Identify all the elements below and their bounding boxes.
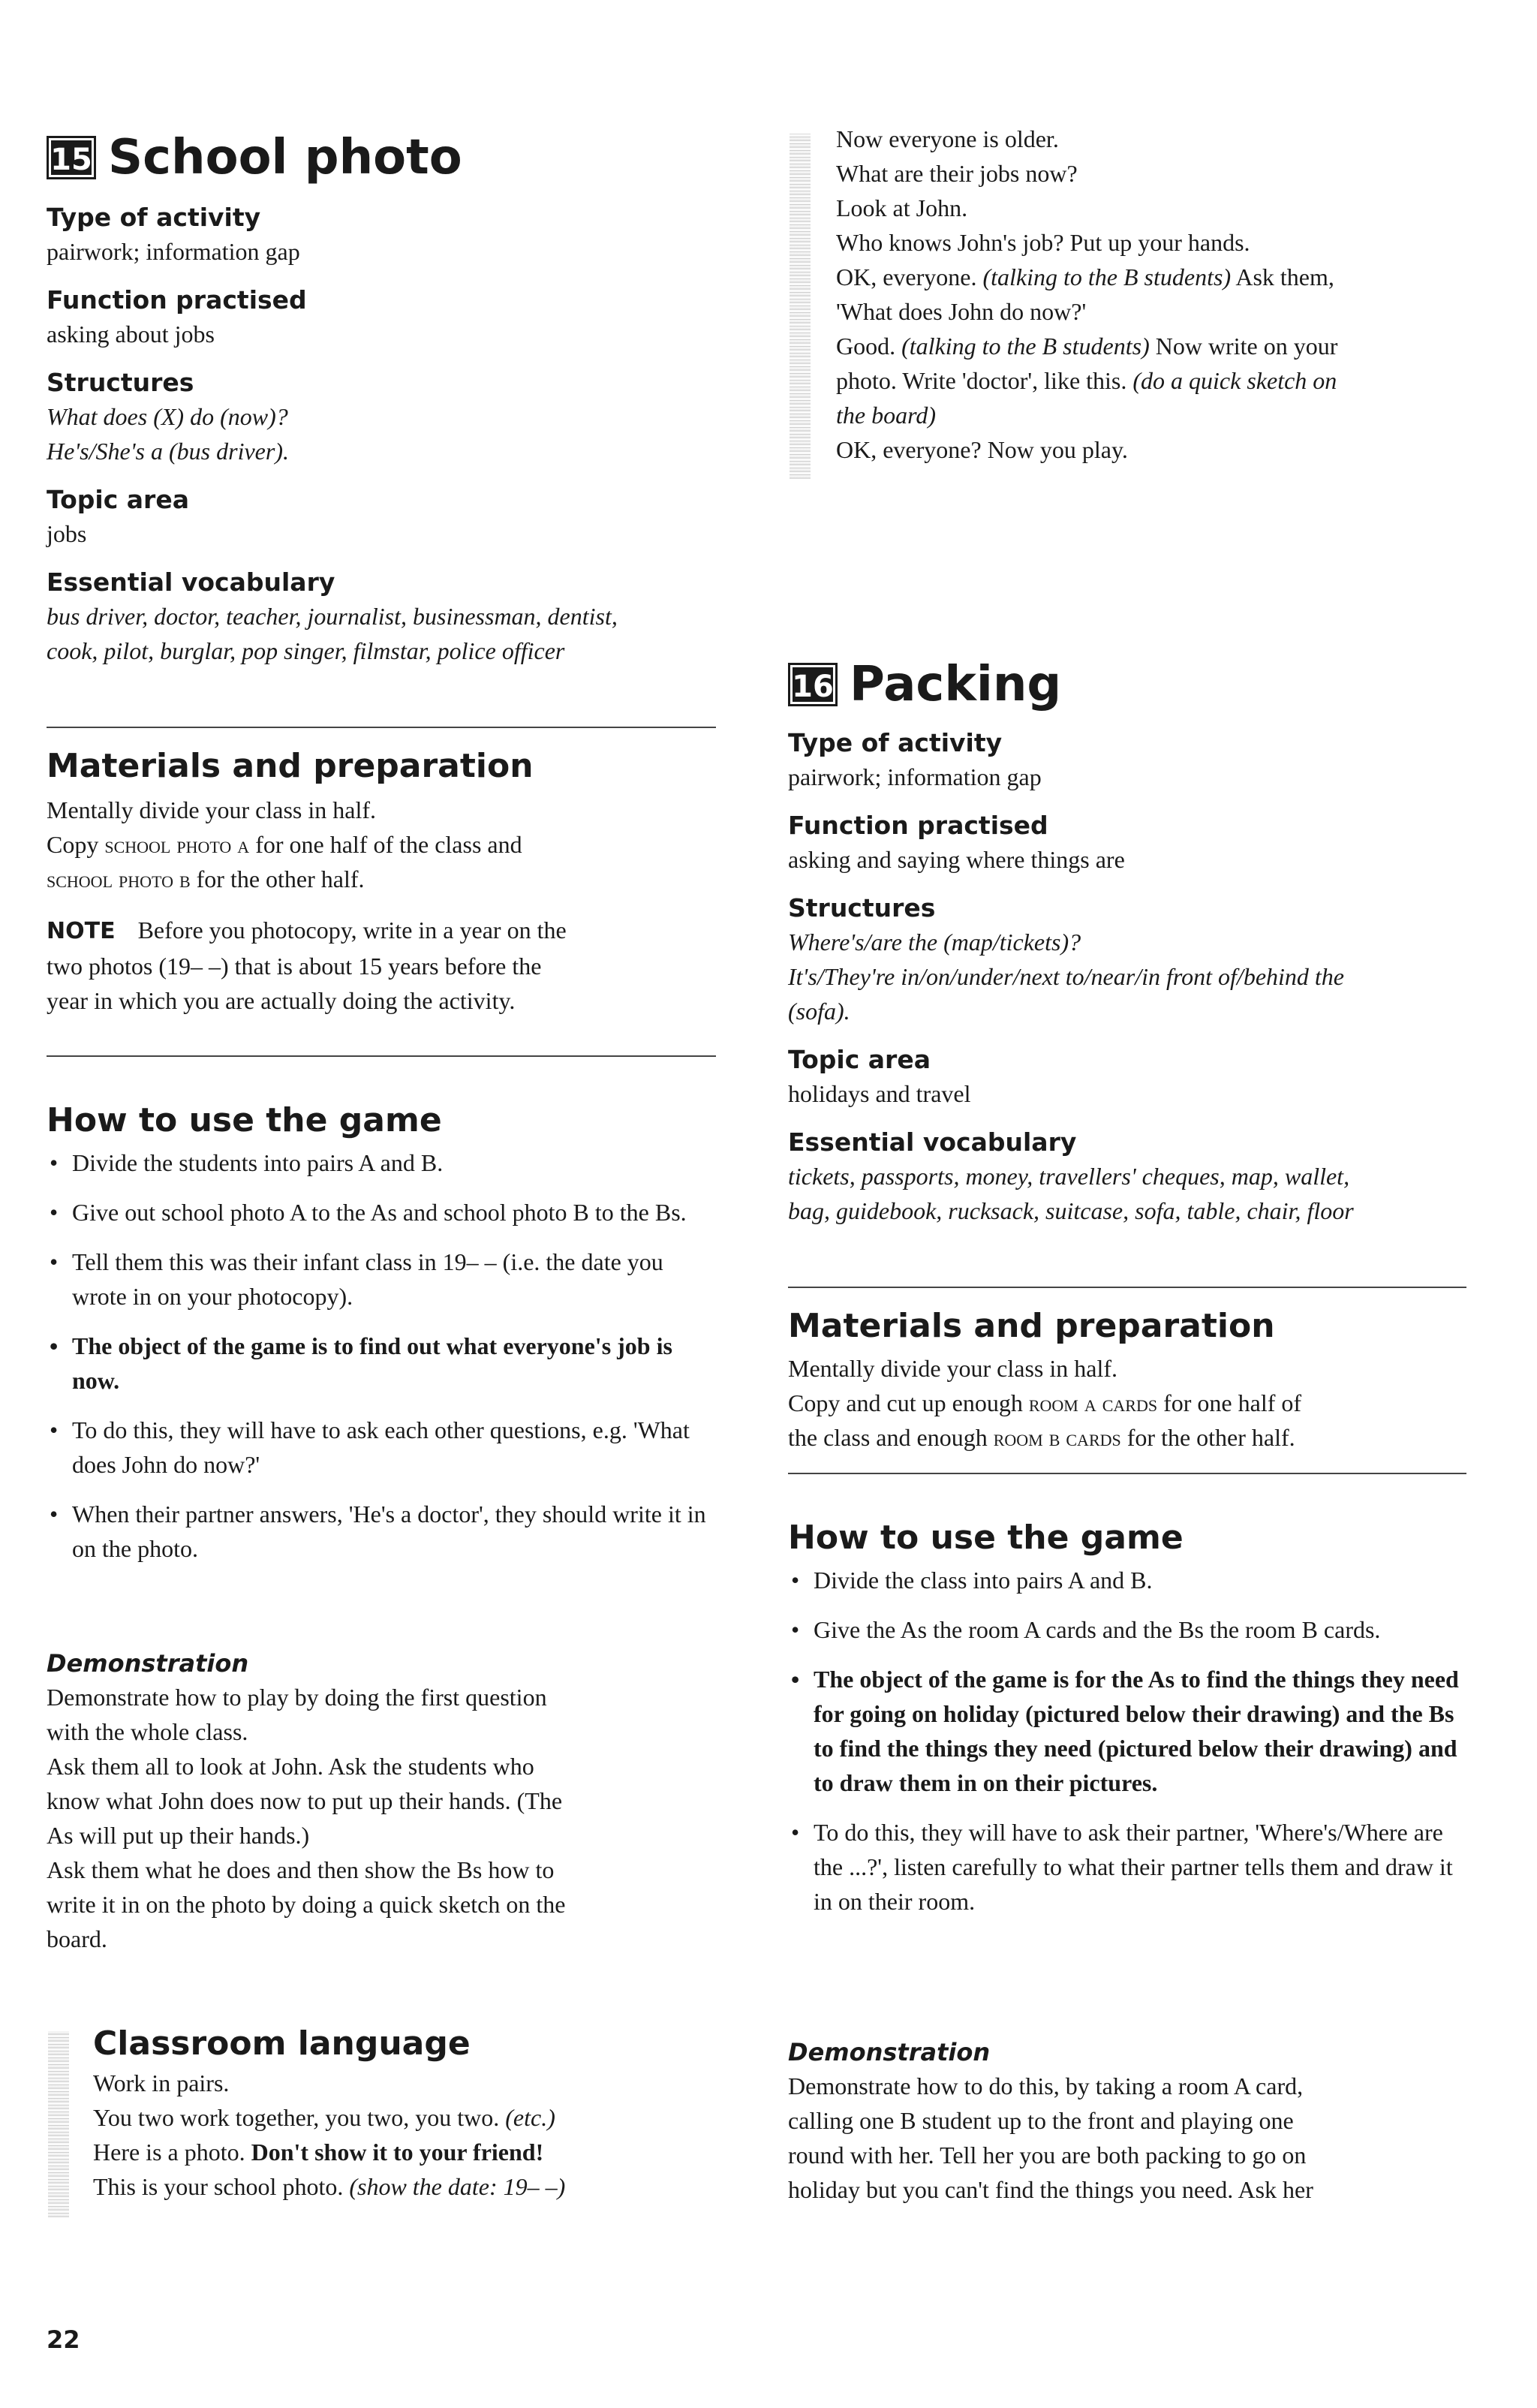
how-bullet-list	[788, 1563, 1463, 1919]
list-item: • Give the As the room A cards and the Bs the room B cards.	[788, 1612, 1463, 1647]
shaded-margin-bar	[48, 2031, 69, 2217]
continuation-line: OK, everyone. (talking to the B students) Ask them,	[836, 263, 1334, 290]
list-item: • Tell them this was their infant class in 19– – (i.e. the date you wrote in on your photocopy).	[47, 1245, 714, 1314]
list-item: • The object of the game is for the As to find the things they need for going on holiday (pictured below their drawing) and the Bs to find the things they need (pictured below their drawing) and to draw them in on their pictures.	[788, 1662, 1463, 1800]
how-bullet-list	[47, 1145, 714, 1566]
topic-text: holidays and travel	[788, 1080, 971, 1107]
materials-line: Copy and cut up enough room a cards for one half of	[788, 1389, 1302, 1416]
continuation-line: Good. (talking to the B students) Now write on your	[836, 333, 1338, 360]
function-text: asking and saying where things are	[788, 846, 1125, 873]
note-line: year in which you are actually doing the activity.	[47, 987, 516, 1014]
classroom-language-continuation	[836, 122, 1466, 467]
structures-line: It's/They're in/on/under/next to/near/in front of/behind the	[788, 963, 1344, 990]
demo-line: Demonstrate how to do this, by taking a room A card,	[788, 2072, 1304, 2099]
how-heading: How to use the game	[788, 1519, 1184, 1557]
activity-title	[47, 130, 714, 185]
vocab-line: cook, pilot, burglar, pop singer, filmstar, police officer	[47, 637, 565, 664]
demo-line: board.	[47, 1925, 107, 1952]
continuation-line: What are their jobs now?	[836, 160, 1078, 187]
note-line: two photos (19– –) that is about 15 years before the	[47, 953, 542, 980]
materials-line: school photo b for the other half.	[47, 865, 365, 892]
classroom-heading: Classroom language	[93, 2024, 471, 2063]
classroom-line: Here is a photo. Don't show it to your friend!	[93, 2139, 544, 2166]
structures-heading: Structures	[47, 368, 194, 397]
vocab-heading: Essential vocabulary	[788, 1127, 1077, 1157]
how-section	[788, 1516, 1463, 1934]
topic-heading: Topic area	[47, 485, 189, 514]
vocab-line: bag, guidebook, rucksack, suitcase, sofa, table, chair, floor	[788, 1197, 1354, 1224]
section-divider	[47, 727, 716, 728]
demo-heading: Demonstration	[47, 1649, 249, 1678]
topic-heading: Topic area	[788, 1045, 931, 1074]
activity-title-text: School photo	[108, 130, 462, 185]
materials-heading: Materials and preparation	[788, 1307, 1275, 1345]
demo-line: with the whole class.	[47, 1718, 248, 1745]
structures-line: He's/She's a (bus driver).	[47, 438, 289, 465]
demo-line: round with her. Tell her you are both packing to go on	[788, 2142, 1307, 2169]
function-heading: Function practised	[47, 285, 307, 315]
section-divider	[788, 1473, 1466, 1474]
materials-line: the class and enough room b cards for the other half.	[788, 1424, 1295, 1451]
vocab-line: bus driver, doctor, teacher, journalist, businessman, dentist,	[47, 603, 618, 630]
type-heading: Type of activity	[788, 728, 1003, 757]
small-caps-text: school photo b	[47, 865, 191, 892]
structures-line: (sofa).	[788, 998, 850, 1025]
shaded-margin-bar	[790, 134, 811, 479]
small-caps-text: school photo a	[104, 831, 250, 858]
demo-line: know what John does now to put up their hands. (The	[47, 1787, 563, 1814]
classroom-line: This is your school photo. (show the date: 19– –)	[93, 2173, 566, 2200]
demo-line: Demonstrate how to play by doing the first question	[47, 1684, 547, 1711]
demo-heading: Demonstration	[788, 2038, 991, 2066]
activity-number-badge: 15	[47, 136, 96, 179]
page-number: 22	[47, 2325, 80, 2354]
vocab-line: tickets, passports, money, travellers' cheques, map, wallet,	[788, 1163, 1350, 1190]
materials-line: Mentally divide your class in half.	[788, 1355, 1118, 1382]
type-text: pairwork; information gap	[788, 763, 1042, 790]
continuation-line: OK, everyone? Now you play.	[836, 436, 1128, 463]
small-caps-text: room a cards	[1028, 1389, 1158, 1416]
activity-number-badge: 16	[788, 663, 838, 706]
materials-line: Mentally divide your class in half.	[47, 796, 377, 823]
demo-line: write it in on the photo by doing a quick sketch on the	[47, 1891, 566, 1918]
small-caps-text: room b cards	[993, 1424, 1121, 1451]
activity-15-info	[47, 201, 714, 668]
demo-line: As will put up their hands.)	[47, 1822, 310, 1849]
continuation-line: Who knows John's job? Put up your hands.	[836, 229, 1250, 256]
list-item: • Give out school photo A to the As and school photo B to the Bs.	[47, 1195, 714, 1230]
activity-16-header	[788, 657, 1463, 712]
section-divider	[788, 1287, 1466, 1288]
materials-section	[47, 745, 714, 1018]
demo-line: Ask them all to look at John. Ask the students who	[47, 1753, 534, 1780]
continuation-line: 'What does John do now?'	[836, 298, 1087, 325]
demo-line: Ask them what he does and then show the Bs how to	[47, 1856, 555, 1883]
list-item: • When their partner answers, 'He's a doctor', they should write it in on the photo.	[47, 1497, 714, 1566]
list-item: • Divide the students into pairs A and B.	[47, 1145, 714, 1180]
type-heading: Type of activity	[47, 203, 261, 232]
classroom-line: Work in pairs.	[93, 2069, 230, 2096]
materials-section	[788, 1305, 1463, 1455]
activity-title	[788, 657, 1463, 712]
note-line: NOTE Before you photocopy, write in a year on the	[47, 917, 567, 944]
list-item: • To do this, they will have to ask each other questions, e.g. 'What does John do now?'	[47, 1413, 714, 1482]
list-item: • The object of the game is to find out what everyone's job is now.	[47, 1329, 714, 1398]
list-item: • To do this, they will have to ask their partner, 'Where's/Where are the ...?', listen carefully to what their partner tells them and draw it in on their room.	[788, 1815, 1463, 1919]
continuation-line: photo. Write 'doctor', like this. (do a quick sketch on	[836, 367, 1337, 394]
activity-16-info	[788, 727, 1463, 1228]
classroom-line: You two work together, you two, you two. (etc.)	[93, 2104, 555, 2131]
how-heading: How to use the game	[47, 1101, 442, 1139]
demo-line: calling one B student up to the front and playing one	[788, 2107, 1294, 2134]
continuation-line: the board)	[836, 402, 937, 429]
demonstration-section	[788, 2036, 1463, 2207]
section-divider	[47, 1055, 716, 1057]
materials-line: Copy school photo a for one half of the class and	[47, 831, 522, 858]
continuation-line: Now everyone is older.	[836, 125, 1059, 152]
function-heading: Function practised	[788, 811, 1048, 840]
function-text: asking about jobs	[47, 321, 215, 348]
list-item: • Divide the class into pairs A and B.	[788, 1563, 1463, 1597]
activity-15-header	[47, 130, 714, 185]
demonstration-section	[47, 1647, 714, 1956]
note-label: NOTE	[47, 918, 116, 944]
classroom-language-section	[93, 2022, 716, 2204]
topic-text: jobs	[47, 520, 87, 547]
materials-heading: Materials and preparation	[47, 747, 534, 785]
vocab-heading: Essential vocabulary	[47, 567, 335, 597]
type-text: pairwork; information gap	[47, 238, 300, 265]
activity-title-text: Packing	[850, 657, 1062, 712]
continuation-line: Look at John.	[836, 194, 968, 221]
how-section	[47, 1099, 714, 1581]
structures-line: Where's/are the (map/tickets)?	[788, 929, 1081, 956]
demo-line: holiday but you can't find the things you need. Ask her	[788, 2176, 1313, 2203]
structures-line: What does (X) do (now)?	[47, 403, 288, 430]
structures-heading: Structures	[788, 893, 936, 923]
